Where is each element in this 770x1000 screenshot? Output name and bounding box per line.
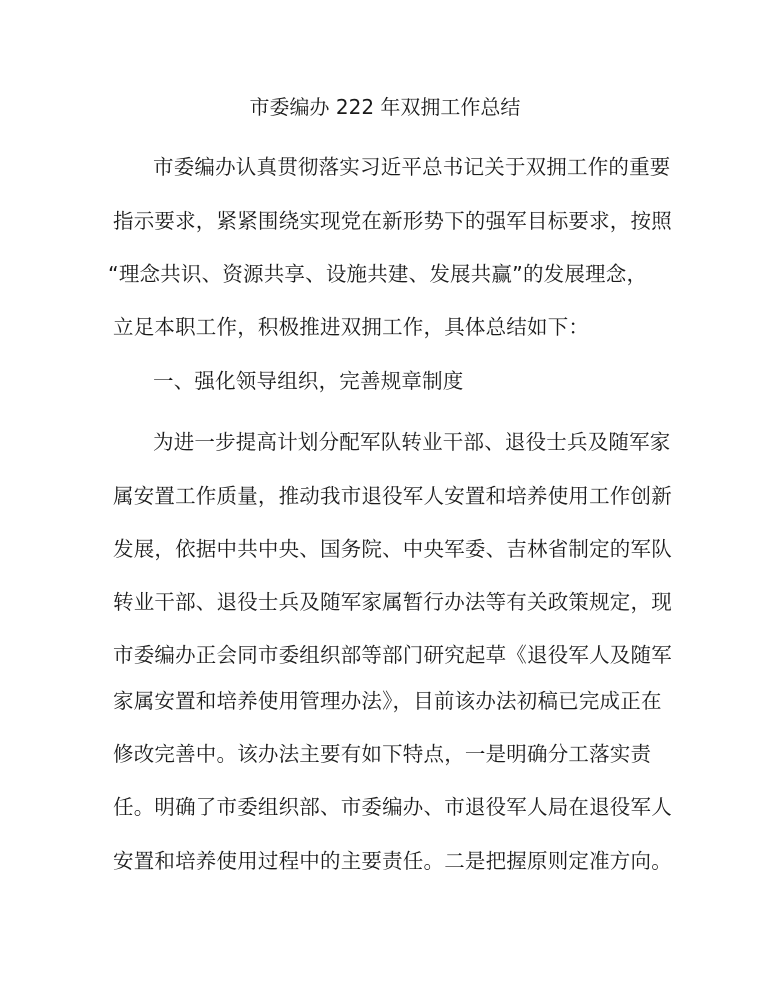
paragraph-line: 安置和培养使用过程中的主要责任。二是把握原则定准方向。 <box>113 849 672 873</box>
paragraph-line: “理念共识、资源共享、设施共建、发展共赢”的发展理念， <box>108 262 648 286</box>
section-heading: 一、强化领导组织，完善规章制度 <box>153 369 464 393</box>
paragraph-line: 市委编办认真贯彻落实习近平总书记关于双拥工作的重要 <box>153 155 671 179</box>
paragraph-line: 任。明确了市委组织部、市委编办、市退役军人局在退役军人 <box>113 795 672 819</box>
paragraph-line: 指示要求，紧紧围绕实现党在新形势下的强军目标要求，按照 <box>113 209 672 233</box>
paragraph-line: 家属安置和培养使用管理办法》，目前该办法初稿已完成正在 <box>113 689 662 713</box>
paragraph-line: 属安置工作质量，推动我市退役军人安置和培养使用工作创新 <box>113 484 672 508</box>
paragraph-line: 立足本职工作，积极推进双拥工作，具体总结如下： <box>113 315 590 339</box>
paragraph-line: 修改完善中。该办法主要有如下特点，一是明确分工落实责 <box>113 742 652 766</box>
paragraph-line: 发展，依据中共中央、国务院、中央军委、吉林省制定的军队 <box>113 537 672 561</box>
paragraph-line: 为进一步提高计划分配军队转业干部、退役士兵及随军家 <box>153 430 671 454</box>
paragraph-line: 市委编办正会同市委组织部等部门研究起草《退役军人及随军 <box>113 643 672 667</box>
paragraph-line: 转业干部、退役士兵及随军家属暂行办法等有关政策规定，现 <box>113 590 672 614</box>
document-title: 市委编办 222 年双拥工作总结 <box>249 95 521 119</box>
